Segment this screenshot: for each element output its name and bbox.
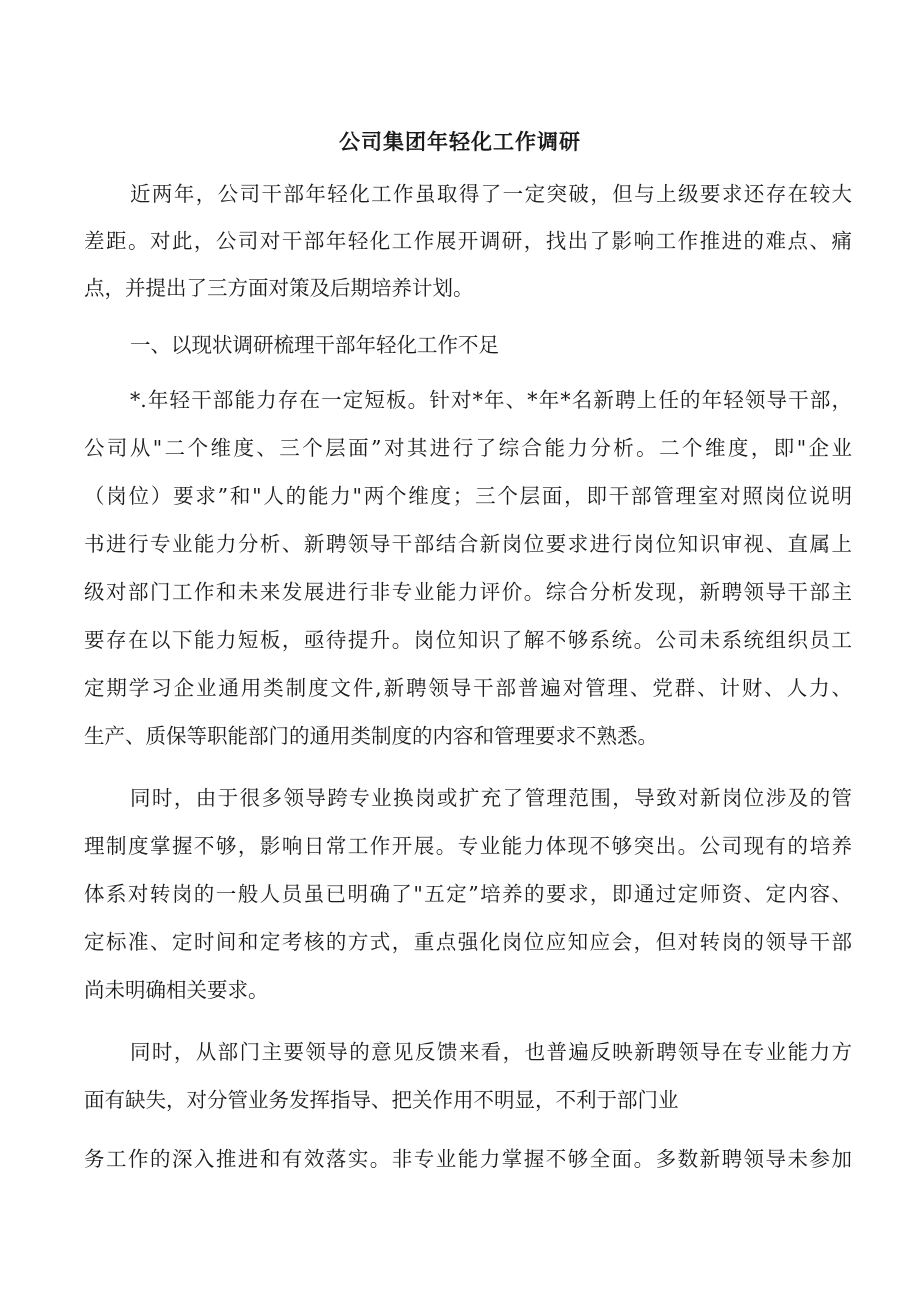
- paragraph-line: 定期学习企业通用类制度文件,新聘领导干部普遍对管理、党群、计财、人力、: [84, 676, 852, 700]
- paragraph-line: 点，并提出了三方面对策及后期培养计划。: [84, 276, 474, 300]
- paragraph-line: 定标准、定时间和定考核的方式，重点强化岗位应知应会，但对转岗的领导干部: [84, 930, 852, 954]
- paragraph-line: 书进行专业能力分析、新聘领导干部结合新岗位要求进行岗位知识审视、直属上: [84, 532, 852, 556]
- paragraph-line: 同时，从部门主要领导的意见反馈来看，也普遍反映新聘领导在专业能力方: [130, 1040, 852, 1064]
- paragraph-line: 生产、质保等职能部门的通用类制度的内容和管理要求不熟悉。: [84, 724, 658, 748]
- paragraph-line: 公司从"二个维度、三个层面”对其进行了综合能力分析。二个维度，即"企业: [84, 436, 852, 460]
- paragraph-line: 尚未明确相关要求。: [84, 978, 269, 1002]
- section-heading: 一、以现状调研梳理干部年轻化工作不足: [130, 333, 499, 357]
- paragraph-line: 近两年，公司干部年轻化工作虽取得了一定突破，但与上级要求还存在较大: [130, 182, 852, 206]
- paragraph-line: （岗位）要求”和"人的能力"两个维度；三个层面，即干部管理室对照岗位说明: [84, 484, 852, 508]
- paragraph-line: 理制度掌握不够，影响日常工作开展。专业能力体现不够突出。公司现有的培养: [84, 834, 852, 858]
- paragraph-line: 同时，由于很多领导跨专业换岗或扩充了管理范围，导致对新岗位涉及的管: [130, 786, 852, 810]
- paragraph-line: 务工作的深入推进和有效落实。非专业能力掌握不够全面。多数新聘领导未参加: [84, 1147, 852, 1171]
- paragraph-line: *.年轻干部能力存在一定短板。针对*年、*年*名新聘上任的年轻领导干部，: [130, 388, 852, 412]
- paragraph-line: 体系对转岗的一般人员虽已明确了"五定”培养的要求，即通过定师资、定内容、: [84, 882, 852, 906]
- paragraph-line: 要存在以下能力短板，亟待提升。岗位知识了解不够系统。公司未系统组织员工: [84, 628, 852, 652]
- paragraph-line: 级对部门工作和未来发展进行非专业能力评价。综合分析发现，新聘领导干部主: [84, 580, 852, 604]
- paragraph-line: 差距。对此，公司对干部年轻化工作展开调研，找出了影响工作推进的难点、痛: [84, 229, 852, 253]
- document-title: 公司集团年轻化工作调研: [339, 130, 581, 154]
- paragraph-line: 面有缺失，对分管业务发挥指导、把关作用不明显，不利于部门业: [84, 1088, 679, 1112]
